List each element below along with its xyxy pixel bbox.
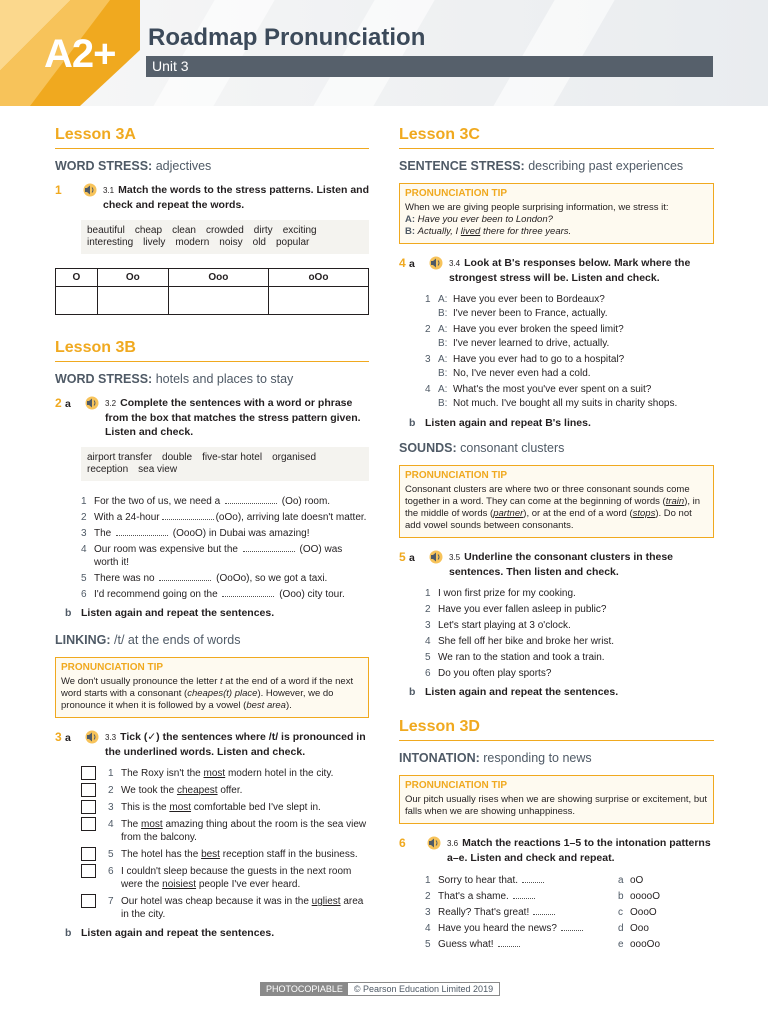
tick-checkbox[interactable] <box>81 894 96 908</box>
list-item: 3 Really? That's great! c OooO <box>425 907 657 918</box>
word-row <box>87 464 363 476</box>
word: lively <box>143 237 166 248</box>
task-4b: b Listen again and repeat B's lines. <box>409 417 591 429</box>
list-item: 2 With a 24-hour (oOo), arriving late doesn't matter. <box>81 512 367 523</box>
task-instruction: Underline the consonant clusters in these sentences. Then listen and check. <box>449 551 674 578</box>
task-number: 6 <box>399 836 406 850</box>
word-box <box>81 447 369 481</box>
tick-checkbox[interactable] <box>81 864 96 878</box>
word: beautiful <box>87 225 125 236</box>
list-item: 5 We ran to the station and took a train. <box>425 652 605 663</box>
list-item: 3 A: Have you ever had to go to a hospital? B: No, I've never even had a cold. <box>425 354 625 379</box>
list-item: 1 For the two of us, we need a (Oo) room. <box>81 496 331 507</box>
task-number: 2 a <box>55 396 71 410</box>
task-3b: b Listen again and repeat the sentences. <box>65 927 275 939</box>
sentence-list <box>425 587 714 680</box>
page-title: Roadmap Pronunciation <box>148 24 426 51</box>
dialog-list <box>425 293 714 411</box>
word-row <box>87 237 363 249</box>
header-stripe <box>462 0 637 106</box>
list-item: 5 There was no (OoOo), so we got a taxi. <box>81 573 328 584</box>
list-item: 4 Our room was expensive but the (OO) was worth it! <box>81 544 343 568</box>
track-number: 3.4 <box>449 259 461 268</box>
tip-title: PRONUNCIATION TIP <box>405 188 508 199</box>
level-badge <box>0 0 140 106</box>
audio-speaker-icon[interactable] <box>427 256 445 270</box>
list-item: 6 I'd recommend going on the (Ooo) city tour. <box>81 589 345 600</box>
answer-gap[interactable] <box>222 596 274 597</box>
answer-cell[interactable] <box>56 287 98 315</box>
word: exciting <box>282 225 317 236</box>
pronunciation-tip <box>399 775 714 824</box>
tip-title: PRONUNCIATION TIP <box>61 662 164 673</box>
table-answer-row <box>56 287 369 315</box>
task-instruction: Look at B's responses below. Mark where the strongest stress will be. Listen and check. <box>449 257 691 284</box>
word: sea view <box>138 464 178 475</box>
answer-gap[interactable] <box>162 519 214 520</box>
match-list <box>425 873 714 953</box>
task-6 <box>399 836 714 865</box>
table-header: O <box>56 269 98 287</box>
word: noisy <box>219 237 243 248</box>
task-2a <box>55 396 369 439</box>
lesson-3a-title: Lesson 3A <box>55 126 369 149</box>
unit-label: Unit 3 <box>152 58 189 74</box>
list-item: 3 This is the most comfortable bed I've slept in. <box>81 801 369 814</box>
tip-example: B: Actually, I lived there for three years. <box>405 226 572 237</box>
word-box <box>81 220 369 254</box>
list-item: 2 That's a shame. b ooooO <box>425 891 661 902</box>
tick-checkbox[interactable] <box>81 766 96 780</box>
list-item: 3 The (OooO) in Dubai was amazing! <box>81 528 310 539</box>
track-number: 3.3 <box>105 733 117 742</box>
answer-gap[interactable] <box>561 930 583 931</box>
task-2b: b Listen again and repeat the sentences. <box>65 607 275 619</box>
list-item: 3 Let's start playing at 3 o'clock. <box>425 620 571 631</box>
table-header: oOo <box>268 269 368 287</box>
track-number: 3.6 <box>447 839 459 848</box>
answer-gap[interactable] <box>159 580 211 581</box>
word: interesting <box>87 237 134 248</box>
task-3a <box>55 730 369 759</box>
list-item: 6 Do you often play sports? <box>425 668 552 679</box>
tick-list <box>81 767 369 921</box>
task-instruction: Complete the sentences with a word or phrase from the box that matches the stress pattern given. Listen and check. <box>105 397 361 438</box>
task-4a <box>399 256 714 285</box>
list-item: 4 The most amazing thing about the room is the sea view from the balcony. <box>81 818 369 844</box>
section-heading: WORD STRESS: hotels and places to stay <box>55 372 294 386</box>
word: reception <box>87 464 129 475</box>
section-heading: SOUNDS: consonant clusters <box>399 441 565 455</box>
task-instruction: Match the words to the stress patterns. Listen and check and repeat the words. <box>103 184 370 211</box>
answer-gap[interactable] <box>243 551 295 552</box>
pronunciation-tip <box>399 465 714 538</box>
answer-cell[interactable] <box>268 287 368 315</box>
track-number: 3.2 <box>105 399 117 408</box>
answer-gap[interactable] <box>116 535 168 536</box>
audio-speaker-icon[interactable] <box>83 730 101 744</box>
pronunciation-tip <box>399 183 714 244</box>
track-number: 3.5 <box>449 553 461 562</box>
tip-example: A: Have you ever been to London? <box>405 214 553 225</box>
tip-text: When we are giving people surprising information, we stress it: <box>405 202 669 213</box>
list-item: 5 Guess what! e oooOo <box>425 939 661 950</box>
track-number: 3.1 <box>103 186 115 195</box>
audio-speaker-icon[interactable] <box>425 836 443 850</box>
tip-title: PRONUNCIATION TIP <box>405 470 508 481</box>
stress-pattern-table <box>55 268 369 315</box>
task-5b: b Listen again and repeat the sentences. <box>409 686 619 698</box>
list-item: 4 She fell off her bike and broke her wrist. <box>425 636 615 647</box>
task-instruction: Match the reactions 1–5 to the intonation patterns a–e. Listen and check and repeat. <box>447 837 711 864</box>
table-header: Ooo <box>168 269 268 287</box>
tick-checkbox[interactable] <box>81 800 96 814</box>
tip-text: We don't usually pronounce the letter t at the end of a word if the next word starts with a consonant (cheapes(t) place). However, we do pronounce it when it is followed by a vowel (best area). <box>61 676 354 711</box>
word-row <box>87 452 363 464</box>
task-1 <box>55 183 369 212</box>
photocopiable-label: PHOTOCOPIABLE <box>261 983 348 995</box>
table-header: Oo <box>97 269 168 287</box>
audio-speaker-icon[interactable] <box>427 550 445 564</box>
answer-cell[interactable] <box>168 287 268 315</box>
list-item: 7 Our hotel was cheap because it was in the ugliest area in the city. <box>81 895 369 921</box>
tick-checkbox[interactable] <box>81 847 96 861</box>
word: popular <box>276 237 310 248</box>
section-heading: WORD STRESS: adjectives <box>55 159 212 173</box>
list-item: 4 Have you heard the news? d Ooo <box>425 923 649 934</box>
word: cheap <box>134 225 163 236</box>
answer-gap[interactable] <box>498 946 520 947</box>
lesson-3b-title: Lesson 3B <box>55 339 369 362</box>
list-item: 6 I couldn't sleep because the guests in the next room were the noisiest people I've ever heard. <box>81 865 369 891</box>
list-item: 4 A: What's the most you've ever spent on a suit? B: Not much. I've bought all my suits in charity shops. <box>425 384 678 409</box>
list-item: 1 A: Have you ever been to Bordeaux? B: I've never been to France, actually. <box>425 294 608 319</box>
answer-cell[interactable] <box>97 287 168 315</box>
word: old <box>252 237 266 248</box>
word: double <box>162 452 193 463</box>
list-item: 2 A: Have you ever broken the speed limit? B: I've never learned to drive, actually. <box>425 324 624 349</box>
word: crowded <box>205 225 244 236</box>
right-column <box>399 126 714 953</box>
section-heading: LINKING: /t/ at the ends of words <box>55 633 241 647</box>
gap-fill-list <box>81 495 369 601</box>
word: organised <box>272 452 317 463</box>
task-number: 5 a <box>399 550 415 564</box>
word: clean <box>172 225 196 236</box>
header-stripe <box>282 0 457 106</box>
answer-gap[interactable] <box>225 503 277 504</box>
list-item: 2 Have you ever fallen asleep in public? <box>425 604 607 615</box>
task-number: 4 a <box>399 256 415 270</box>
tip-title: PRONUNCIATION TIP <box>405 780 508 791</box>
lesson-3d-title: Lesson 3D <box>399 718 714 741</box>
word: modern <box>175 237 210 248</box>
lesson-3c-title: Lesson 3C <box>399 126 714 149</box>
footer <box>260 982 500 996</box>
word: dirty <box>253 225 273 236</box>
unit-bar <box>146 56 713 77</box>
audio-speaker-icon[interactable] <box>83 396 101 410</box>
tip-text: Our pitch usually rises when we are showing surprise or excitement, but falls when we are showing unhappiness. <box>405 794 708 817</box>
word-row <box>87 225 363 237</box>
task-instruction: Tick (✓) the sentences where /t/ is pronounced in the underlined words. Listen and check. <box>105 731 366 758</box>
tip-text: Consonant clusters are where two or three consonant sounds come together in a word. They can come at the beginning of words (train), in the middle of words (partner), or at the end of a word (stops). Do not add vowel sounds between consonants. <box>405 484 701 531</box>
section-heading: INTONATION: responding to news <box>399 751 592 765</box>
word: five-star hotel <box>202 452 263 463</box>
pronunciation-tip <box>55 657 369 718</box>
section-heading: SENTENCE STRESS: describing past experiences <box>399 159 684 173</box>
header-stripe <box>122 0 297 106</box>
badge-label: A2+ <box>44 32 116 76</box>
list-item: 5 The hotel has the best reception staff in the business. <box>81 848 369 861</box>
answer-gap[interactable] <box>522 882 544 883</box>
word: airport transfer <box>87 452 153 463</box>
audio-speaker-icon[interactable] <box>81 183 99 197</box>
task-5a <box>399 550 714 579</box>
list-item: 1 The Roxy isn't the most modern hotel in the city. <box>81 767 369 780</box>
copyright-text: © Pearson Education Limited 2019 <box>353 984 494 994</box>
list-item: 1 I won first prize for my cooking. <box>425 588 576 599</box>
table-header-row <box>56 269 369 287</box>
tick-checkbox[interactable] <box>81 783 96 797</box>
answer-gap[interactable] <box>513 898 535 899</box>
tick-checkbox[interactable] <box>81 817 96 831</box>
list-item: 1 Sorry to hear that. a oO <box>425 875 644 886</box>
task-number: 3 a <box>55 730 71 744</box>
task-number: 1 <box>55 183 62 197</box>
list-item: 2 We took the cheapest offer. <box>81 784 369 797</box>
left-column <box>55 126 369 951</box>
answer-gap[interactable] <box>533 914 555 915</box>
